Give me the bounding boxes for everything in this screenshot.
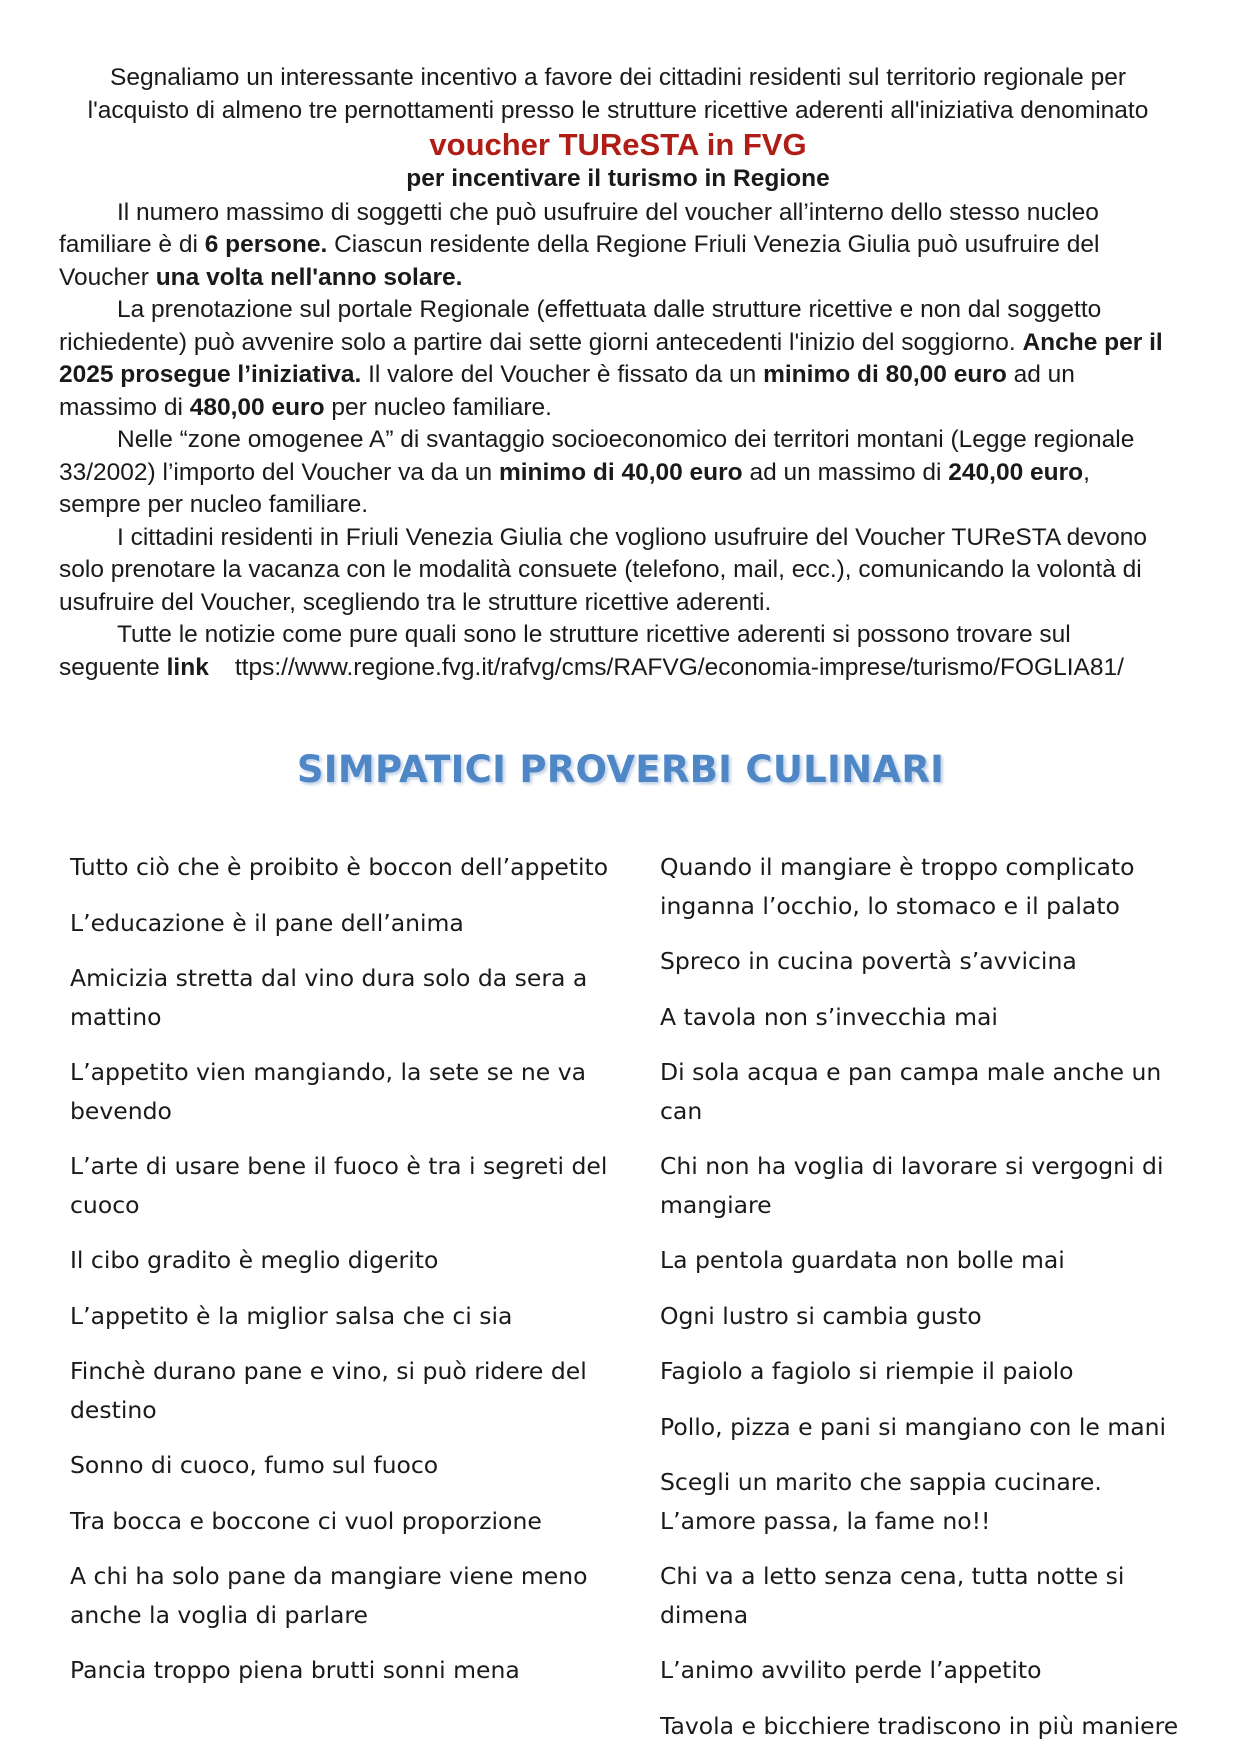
proverb-item: Pancia troppo piena brutti sonni mena	[70, 1656, 520, 1684]
proverb-item: A tavola non s’invecchia mai	[660, 1002, 998, 1031]
proverb-item: La pentola guardata non bolle mai	[660, 1246, 1065, 1274]
text-run: , sempre per nucleo familiare.	[59, 458, 1090, 518]
proverbs-left-column	[70, 848, 625, 1707]
bold-text: una volta nell'anno solare.	[155, 263, 463, 291]
text-run: La prenotazione sul portale Regionale (effettuata dalle strutture ricettive e non dal soggetto richiedente) può avvenire solo a partire dai sette giorni antecedenti l'inizio del soggiorno.	[59, 296, 1102, 356]
proverb-item: Pollo, pizza e pani si mangiano con le mani	[660, 1412, 1167, 1441]
proverb-item: Chi va a letto senza cena, tutta notte si dimena	[660, 1562, 1125, 1629]
paragraph-how-to: I cittadini residenti in Friuli Venezia Giulia che vogliono usufruire del Voucher TUReSTA devono solo prenotare la vacanza con le modalità consuete (telefono, mail, ecc.), comunicando la volontà di usufruire del Voucher, scegliendo tra le strutture ricettive aderenti.	[59, 523, 1148, 616]
bold-text: minimo di 80,00 euro	[763, 361, 1007, 388]
proverb-item: Tavola e bicchiere tradiscono in più maniere	[660, 1711, 1179, 1740]
text-run: ad un massimo di	[742, 458, 949, 486]
proverb-item: L’educazione è il pane dell’anima	[70, 908, 464, 937]
bold-text: 240,00 euro	[948, 458, 1084, 486]
bold-text: link	[166, 653, 209, 681]
proverb-item: Tutto ciò che è proibito è boccon dell’appetito	[70, 853, 609, 881]
voucher-title: voucher TUReSTA in FVG	[429, 127, 807, 162]
paragraph-booking	[59, 294, 1177, 424]
paragraph-mountain-zones	[59, 424, 1177, 522]
proverb-item: Tra bocca e boccone ci vuol proporzione	[70, 1506, 542, 1535]
paragraph-link	[59, 619, 1177, 684]
voucher-subtitle: per incentivare il turismo in Regione	[406, 165, 830, 192]
bold-text: Anche per il 2025 prosegue l’iniziativa.	[59, 328, 1163, 388]
proverb-item: L’arte di usare bene il fuoco è tra i segreti del cuoco	[70, 1152, 608, 1219]
proverb-item: Ogni lustro si cambia gusto	[660, 1301, 982, 1330]
bold-text: minimo di 40,00 euro	[498, 458, 743, 486]
proverb-item: Scegli un marito che sappia cucinare. L’amore passa, la fame no!!	[660, 1468, 1102, 1535]
proverb-item: Quando il mangiare è troppo complicato inganna l’occhio, lo stomaco e il palato	[660, 853, 1135, 920]
proverb-item: Il cibo gradito è meglio digerito	[70, 1246, 439, 1274]
proverb-item: L’appetito vien mangiando, la sete se ne va bevendo	[70, 1058, 587, 1125]
proverb-item: L’appetito è la miglior salsa che ci sia	[70, 1301, 513, 1330]
text-run: Ciascun residente della Regione Friuli Venezia Giulia può usufruire del Voucher	[59, 231, 1100, 291]
proverb-item: Amicizia stretta dal vino dura solo da sera a mattino	[70, 964, 588, 1031]
paragraph-max-persons	[59, 197, 1177, 295]
text-run: Il valore del Voucher è fissato da un	[361, 361, 764, 388]
proverb-item: Sonno di cuoco, fumo sul fuoco	[70, 1451, 439, 1479]
bold-text: 480,00 euro	[189, 393, 325, 421]
proverb-item: Di sola acqua e pan campa male anche un can	[660, 1058, 1162, 1125]
proverb-item: Spreco in cucina povertà s’avvicina	[660, 947, 1077, 975]
text-run: Tutte le notizie come pure quali sono le strutture ricettive aderenti si possono trovare sul seguente	[59, 621, 1071, 681]
voucher-notice	[59, 62, 1177, 684]
bold-text: 6 persone.	[204, 231, 328, 258]
notice-intro: Segnaliamo un interessante incentivo a favore dei cittadini residenti sul territorio regionale per l'acquisto di almeno tre pernottamenti presso le strutture ricettive aderenti all'iniziativa denominato	[87, 64, 1149, 124]
proverb-item: Fagiolo a fagiolo si riempie il paiolo	[660, 1357, 1074, 1385]
proverb-item: Finchè durano pane e vino, si può ridere del destino	[70, 1357, 587, 1424]
proverb-item: Chi non ha voglia di lavorare si vergogni di mangiare	[660, 1152, 1164, 1219]
text-run: Nelle “zone omogenee A” di svantaggio socioeconomico dei territori montani (Legge regionale 33/2002) l’importo del Voucher va da un	[59, 426, 1135, 486]
proverb-item: A chi ha solo pane da mangiare viene meno anche la voglia di parlare	[70, 1562, 588, 1629]
proverbs-heading: SIMPATICI PROVERBI CULINARI	[296, 748, 945, 791]
info-link[interactable]: ttps://www.regione.fvg.it/rafvg/cms/RAFVG/economia-imprese/turismo/FOGLIA81/	[234, 653, 1124, 681]
text-run: per nucleo familiare.	[324, 393, 552, 421]
text-run: ad un massimo di	[59, 361, 1075, 421]
proverbs-right-column	[660, 848, 1200, 1762]
proverb-item: L’animo avvilito perde l’appetito	[660, 1656, 1042, 1684]
text-run: Il numero massimo di soggetti che può usufruire del voucher all’interno dello stesso nucleo familiare è di	[59, 198, 1099, 258]
